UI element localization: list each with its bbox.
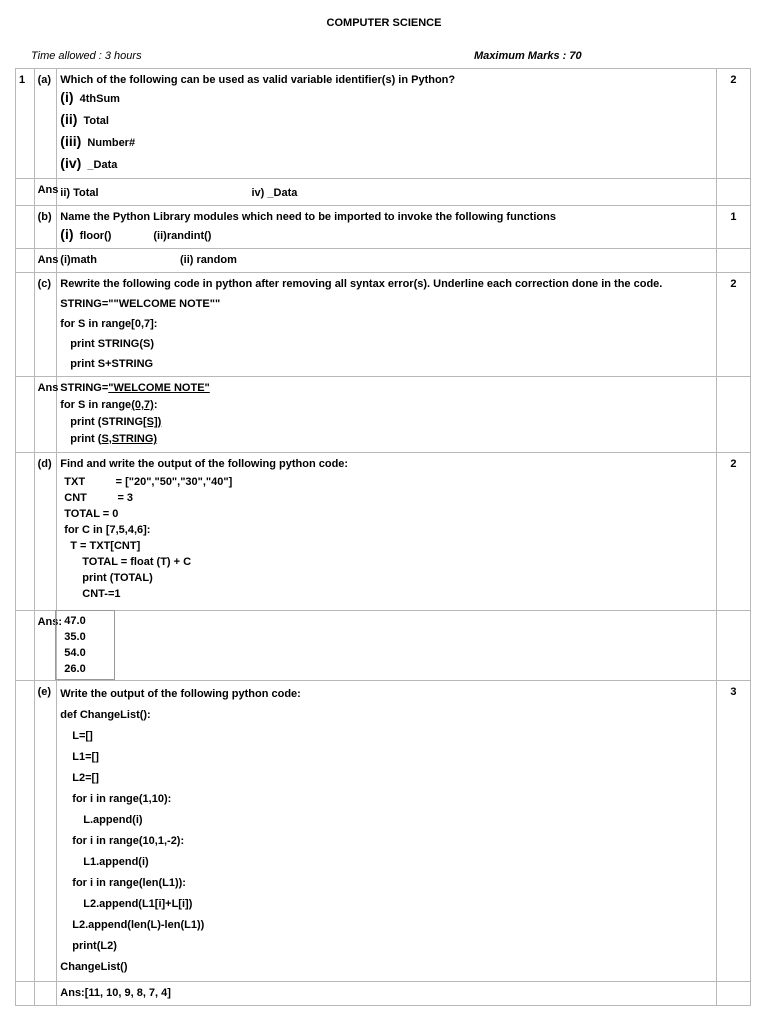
answer-text: Ans:[11, 10, 9, 8, 7, 4] [57, 982, 717, 1006]
code-line: CNT-=1 [82, 588, 121, 600]
option-text: Total [83, 115, 109, 127]
option-text: floor() [79, 230, 112, 242]
output-line: 35.0 [64, 631, 86, 643]
table-row [16, 982, 751, 1006]
code-line: TOTAL = float (T) + C [82, 556, 192, 568]
document-title: COMPUTER SCIENCE [326, 17, 442, 29]
marks: 2 [716, 273, 750, 377]
option-number: (iv) [60, 155, 82, 171]
code-line: def ChangeList(): [60, 709, 151, 721]
code-line [60, 431, 713, 448]
table-row [16, 681, 751, 982]
answer-part: ii) Total [60, 187, 99, 199]
option-text: Number# [87, 137, 136, 149]
table-row [16, 179, 751, 206]
question-number: 1 [16, 69, 35, 179]
output-line: 26.0 [64, 663, 86, 675]
time-allowed: Time allowed : 3 hours [31, 50, 142, 62]
code-line: L1.append(i) [83, 856, 149, 868]
option-number: (ii) [60, 111, 78, 127]
correction: (0,7) [131, 399, 154, 411]
question-stem: Write the output of the following python code: [60, 688, 301, 700]
option-text: (ii)randint() [153, 230, 212, 242]
option [60, 155, 713, 174]
table-row [16, 249, 751, 273]
answer-part: (ii) random [180, 254, 237, 266]
output-line: 54.0 [64, 647, 86, 659]
answer-label: Ans [34, 249, 57, 273]
marks: 2 [716, 453, 750, 611]
code-line: L2=[] [72, 772, 99, 784]
code-line: CNT = 3 [64, 492, 134, 504]
maximum-marks: Maximum Marks : 70 [474, 50, 582, 62]
correction: [S]) [143, 416, 162, 428]
correction: S,STRING) [101, 433, 158, 445]
question-stem: Name the Python Library modules which need to be imported to invoke the following functions [60, 211, 556, 223]
option [60, 226, 713, 245]
code-line: STRING=""WELCOME NOTE"" [60, 298, 221, 310]
part-label: (b) [34, 206, 57, 249]
option [60, 133, 713, 152]
marks: 3 [716, 681, 750, 982]
answer-label: Ans: [34, 611, 57, 681]
table-row [16, 206, 751, 249]
code-line: for i in range(len(L1)): [72, 877, 186, 889]
code-line [60, 414, 713, 431]
code-line: L2.append(len(L)-len(L1)) [72, 919, 205, 931]
part-label: (a) [34, 69, 57, 179]
code-line: for i in range(10,1,-2): [72, 835, 185, 847]
code-text: print (STRING [70, 416, 143, 428]
table-row [16, 377, 751, 453]
option [60, 89, 713, 108]
part-label: (d) [34, 453, 57, 611]
option-number: (i) [60, 226, 74, 242]
option-number: (iii) [60, 133, 82, 149]
code-line: for C in [7,5,4,6]: [64, 524, 151, 536]
correction: "WELCOME NOTE" [108, 382, 210, 394]
code-text: for S in range [60, 399, 132, 411]
part-label: (c) [34, 273, 57, 377]
output-box [55, 610, 114, 680]
code-line: L2.append(L1[i]+L[i]) [83, 898, 193, 910]
code-text: STRING= [60, 382, 109, 394]
code-line [60, 397, 713, 414]
code-line: for S in range[0,7]: [60, 318, 158, 330]
answer-text [57, 249, 717, 273]
question-stem: Rewrite the following code in python after removing all syntax error(s). Underline each correction done in the code. [60, 278, 663, 290]
option-number: (i) [60, 89, 74, 105]
part-label: (e) [34, 681, 57, 982]
code-text: print ( [70, 433, 102, 445]
code-text: : [153, 399, 158, 411]
answer-part: iv) _Data [251, 187, 298, 199]
question-stem: Find and write the output of the following python code: [60, 458, 349, 470]
code-line: for i in range(1,10): [72, 793, 172, 805]
table-row [16, 611, 751, 681]
code-line: L1=[] [72, 751, 99, 763]
code-line: print STRING(S) [70, 338, 154, 350]
option [60, 111, 713, 130]
code-line: print(L2) [72, 940, 117, 952]
question-text [57, 206, 717, 249]
question-table [15, 68, 751, 1006]
output-line: 47.0 [64, 615, 86, 627]
question-stem: Which of the following can be used as valid variable identifier(s) in Python? [60, 74, 456, 86]
code-line: TOTAL = 0 [64, 508, 119, 520]
code-line: T = TXT[CNT] [70, 540, 141, 552]
code-line: ChangeList() [60, 961, 128, 973]
table-row [16, 273, 751, 377]
option-text: _Data [87, 159, 118, 171]
code-line: L=[] [72, 730, 93, 742]
code-line: TXT = ["20","50","30","40"] [64, 476, 233, 488]
question-text [57, 69, 717, 179]
answer-part: (i)math [60, 254, 97, 266]
option-text: 4thSum [79, 93, 120, 105]
answer-label: Ans [34, 179, 57, 206]
table-row [16, 69, 751, 179]
code-line: L.append(i) [83, 814, 143, 826]
code-line [60, 380, 713, 397]
question-text [57, 681, 717, 982]
answer-text [57, 377, 717, 453]
answer-text [57, 611, 717, 681]
marks: 2 [716, 69, 750, 179]
question-text [57, 453, 717, 611]
marks: 1 [716, 206, 750, 249]
question-text [57, 273, 717, 377]
table-row [16, 453, 751, 611]
code-line: print S+STRING [70, 358, 154, 370]
answer-text [57, 179, 717, 206]
answer-label: Ans [34, 377, 57, 453]
code-line: print (TOTAL) [82, 572, 153, 584]
